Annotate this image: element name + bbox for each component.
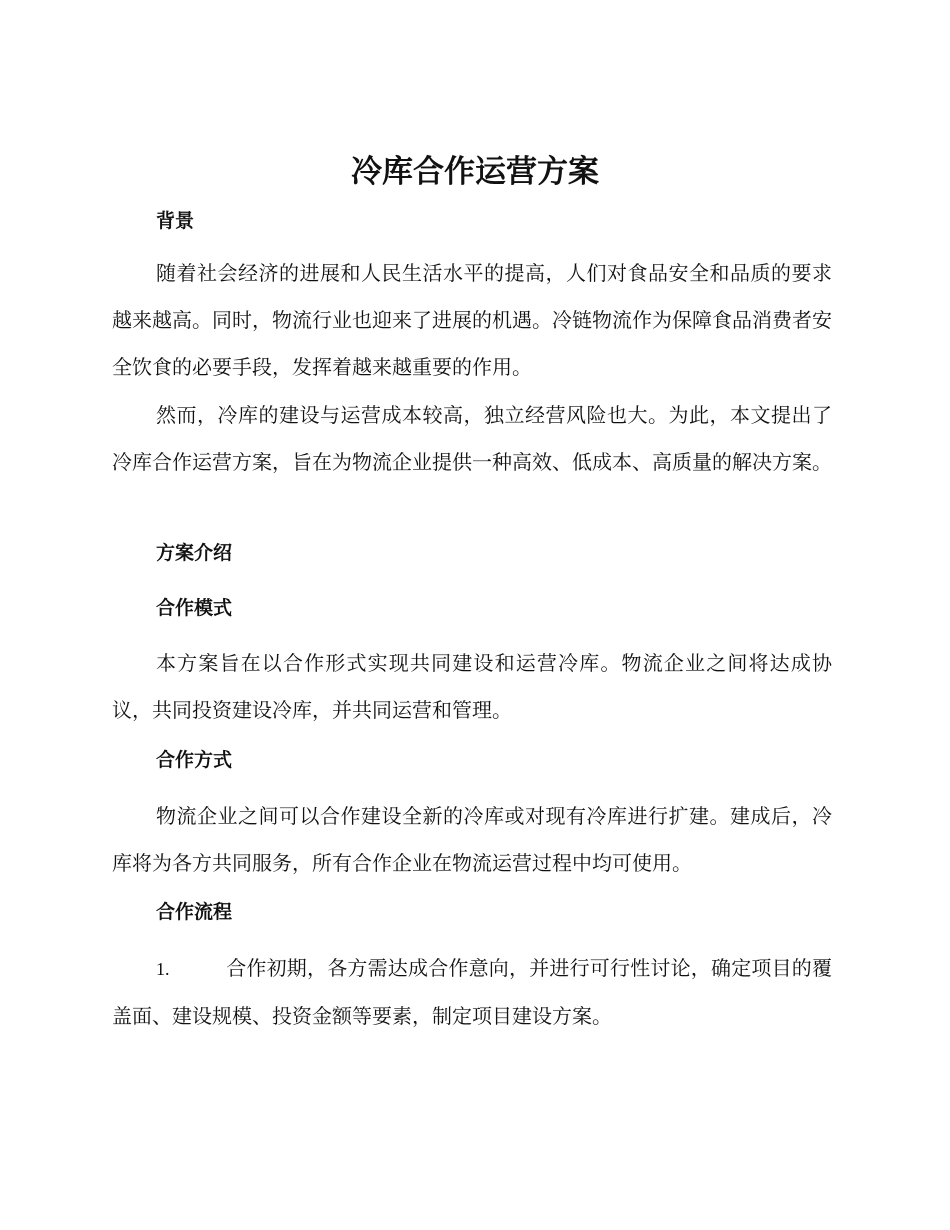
section-heading-process: 合作流程	[156, 901, 233, 923]
list-item-text: 合作初期，各方需达成合作意向，并进行可行性讨论，确定项目的覆盖面、建设规模、投资金额等要素，制定项目建设方案。	[112, 956, 832, 1028]
paragraph-mode: 本方案旨在以合作形式实现共同建设和运营冷库。物流企业之间将达成协议，共同投资建设冷库，并共同运营和管理。	[112, 651, 832, 722]
paragraph-background-2: 然而，冷库的建设与运营成本较高，独立经营风险也大。为此，本文提出了冷库合作运营方案，旨在为物流企业提供一种高效、低成本、高质量的解决方案。	[112, 403, 832, 474]
paragraph-method: 物流企业之间可以合作建设全新的冷库或对现有冷库进行扩建。建成后，冷库将为各方共同服务，所有合作企业在物流运营过程中均可使用。	[112, 804, 832, 875]
section-heading-method: 合作方式	[156, 749, 233, 771]
section-heading-plan: 方案介绍	[156, 542, 233, 564]
paragraph-background-1: 随着社会经济的进展和人民生活水平的提高，人们对食品安全和品质的要求越来越高。同时，物流行业也迎来了进展的机遇。冷链物流作为保障食品消费者安全饮食的必要手段，发挥着越来越重要的作用。	[112, 261, 832, 379]
list-item	[112, 945, 832, 1040]
section-heading-background: 背景	[156, 210, 195, 232]
document-title: 冷库合作运营方案	[351, 154, 599, 190]
section-heading-mode: 合作模式	[156, 597, 233, 619]
list-item-number: 1.	[156, 959, 170, 979]
